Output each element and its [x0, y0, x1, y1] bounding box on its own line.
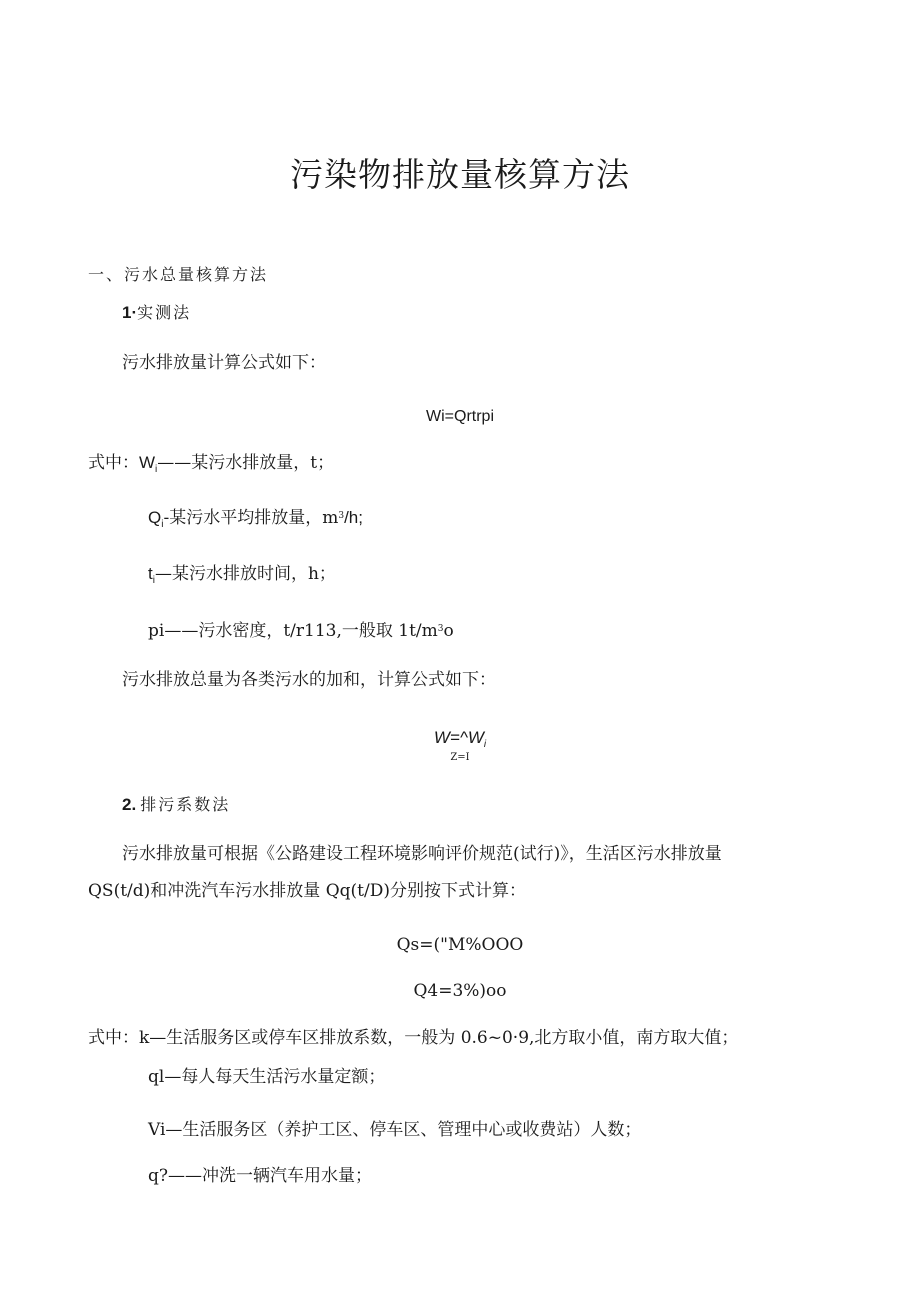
formula-intro: 污水排放量计算公式如下：	[122, 353, 326, 373]
subsection-number: 1·	[122, 303, 138, 322]
definition-t: $t_i—$某污水排放时间，h；	[148, 564, 336, 586]
paragraph-line-1: 污水排放量可根据《公路建设工程环境影响评价规范(试行)》，生活区污水排放量	[122, 844, 722, 864]
definition-q2: q?——冲洗一辆汽车用水量；	[148, 1166, 372, 1186]
formula-sum: $W=\^{}W_i$ Z=I	[0, 727, 920, 764]
formula-q4: Q4=3%)oo	[413, 981, 507, 1001]
page-title: 污染物排放量核算方法	[290, 155, 630, 194]
total-intro: 污水排放总量为各类污水的加和，计算公式如下：	[122, 670, 496, 690]
definition-p: pi——污水密度，t/r113,一般取 $1t/m^3o$	[148, 621, 454, 641]
formula-wi: Wi=Qrtrpi	[426, 408, 494, 425]
definition-ql: ql—每人每天生活污水量定额；	[148, 1067, 386, 1087]
definition-vi: Vi—生活服务区（养护工区、停车区、管理中心或收费站）人数；	[148, 1120, 642, 1140]
subsection-heading-1	[122, 302, 191, 324]
subsection-label: 排污系数法	[140, 795, 231, 814]
section-heading-1: 一、污水总量核算方法	[88, 265, 269, 284]
paragraph-line-2: QS(t/d)和冲洗汽车污水排放量 Qq(t/D)分别按下式计算：	[88, 881, 526, 901]
subsection-heading-2	[122, 794, 230, 816]
definition-k: 式中：k—生活服务区或停车区排放系数，一般为 0.6~0·9,北方取小值，南方取大值；	[88, 1028, 739, 1048]
where-label: 式中：	[88, 453, 139, 473]
formula-qs: Qs=("M%OOO	[396, 935, 524, 955]
subsection-label: 实测法	[137, 303, 192, 322]
definition-w: 式中：$W_i——$某污水排放量，t；	[88, 453, 335, 475]
sum-limit: Z=I	[450, 752, 470, 763]
subsection-number: 2.	[122, 795, 137, 814]
definition-q: $Q_i-$某污水平均排放量，$m^3/h$;	[148, 508, 363, 530]
